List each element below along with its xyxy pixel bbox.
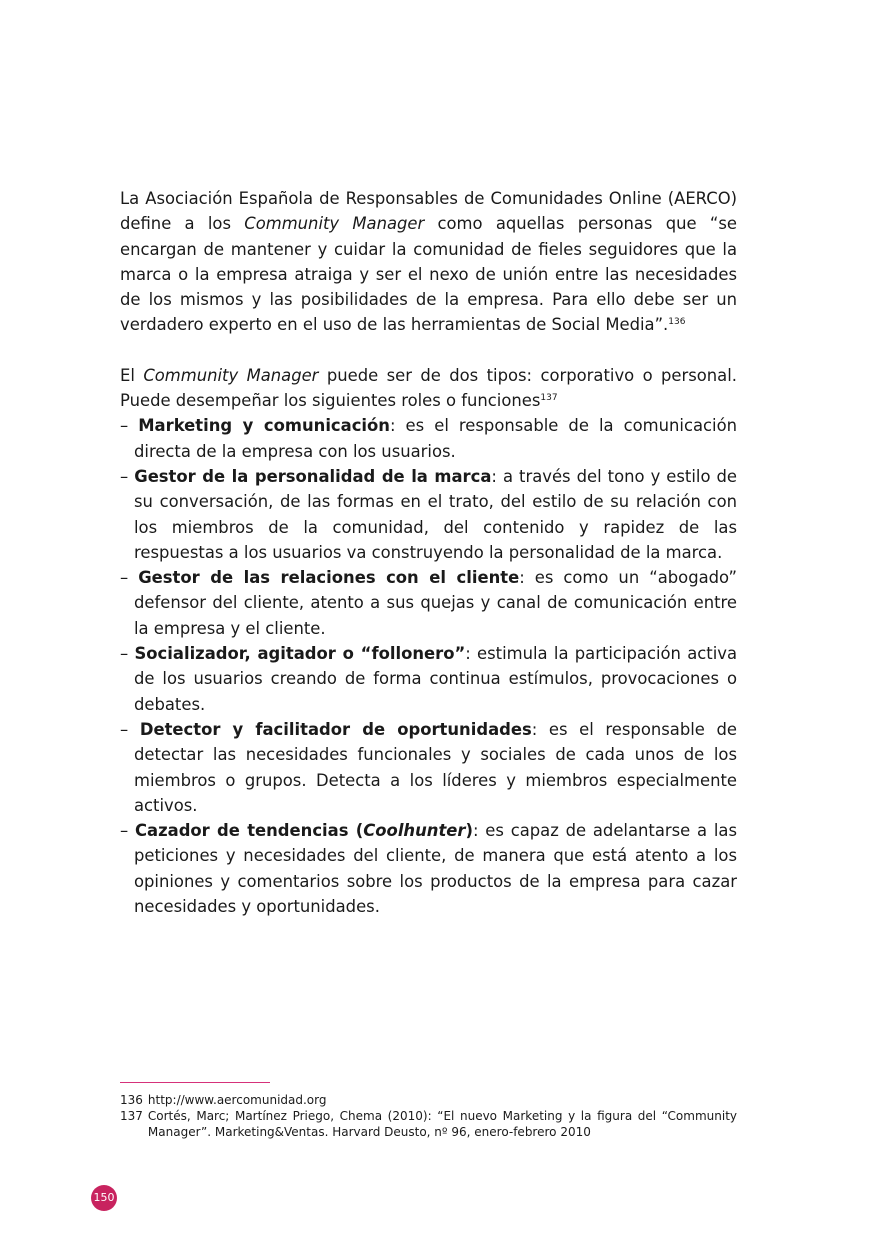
paragraph-text: como aquellas personas que “se encargan de mantener y cuidar la comunidad de fieles seguidores que la marca o la empresa atraiga y ser el nexo de unión entre las necesidades de los mismos y las posibilidades de la empresa. Para ello debe ser un verdadero experto en el uso de las herramientas de Social Media”. — [120, 214, 737, 335]
footnote-reference: 137 — [540, 393, 558, 404]
role-description: : es como un “abogado” defensor del cliente, atento a sus quejas y canal de comunicación entre la empresa y el cliente. — [134, 568, 737, 638]
role-item — [120, 413, 737, 464]
footnote-number: 137 — [120, 1109, 143, 1123]
footnote-reference: 136 — [668, 317, 686, 328]
role-title: Gestor de las relaciones con el cliente — [138, 568, 520, 588]
list-dash: – — [120, 568, 139, 588]
list-dash: – — [120, 719, 140, 739]
paragraph-italic-term: Community Manager — [244, 214, 425, 234]
role-item — [120, 717, 737, 818]
list-dash: – — [120, 416, 139, 436]
role-title: Marketing y comunicación — [138, 416, 390, 436]
footnote-text: http://www.aercomunidad.org — [147, 1093, 327, 1107]
intro-paragraph — [120, 186, 737, 338]
role-item — [120, 818, 737, 919]
role-item — [120, 565, 737, 641]
body-text — [120, 186, 737, 919]
role-title-text: Cazador de tendencias ( — [135, 821, 364, 841]
page-number-badge: 150 — [91, 1185, 117, 1211]
role-item — [120, 464, 737, 565]
role-title: Gestor de la personalidad de la marca — [134, 466, 492, 486]
footnote — [120, 1092, 737, 1108]
list-dash: – — [120, 644, 135, 664]
role-item — [120, 641, 737, 717]
footnotes — [120, 1092, 737, 1140]
role-description: : es capaz de adelantarse a las peticiones y necesidades del cliente, de manera que está atento a los opiniones y comentarios sobre los productos de la empresa para cazar necesidades y oportunidades. — [134, 821, 738, 917]
list-dash: – — [120, 466, 135, 486]
list-dash: – — [120, 821, 135, 841]
paragraph-italic-term: Community Manager — [143, 365, 319, 385]
role-description: : es el responsable de detectar las necesidades funcionales y sociales de cada unos de los miembros o grupos. Detecta a los líderes y miembros especialmente activos. — [134, 719, 737, 815]
role-description: : a través del tono y estilo de su conversación, de las formas en el trato, del estilo de su relación con los miembros de la comunidad, del contenido y rapidez de las respuestas a los usuarios va construyendo la personalidad de la marca. — [134, 466, 738, 562]
role-title: Socializador, agitador o “follonero” — [134, 644, 466, 664]
footnote-number: 136 — [120, 1093, 143, 1107]
paragraph-text: La Asociación Española de Responsables de Comunidades Online (AERCO) define a los — [120, 189, 737, 234]
roles-list — [120, 413, 737, 919]
role-description: : es el responsable de la comunicación directa de la empresa con los usuarios. — [134, 416, 737, 461]
role-title-italic: Coolhunter — [363, 821, 466, 841]
footnote-divider — [120, 1082, 270, 1083]
role-title — [135, 821, 473, 840]
paragraph-text: El — [120, 365, 144, 385]
paragraph-text: puede ser de dos tipos: corporativo o personal. Puede desempeñar los siguientes roles o funciones — [120, 365, 737, 411]
roles-intro-paragraph — [120, 363, 737, 414]
footnote-text: Cortés, Marc; Martínez Priego, Chema (2010): “El nuevo Marketing y la figura del “Community Manager”. Marketing&Ventas. Harvard Deusto, nº 96, enero-febrero 2010 — [147, 1109, 737, 1139]
role-title-text: ) — [465, 821, 473, 841]
footnote — [120, 1108, 737, 1140]
role-title: Detector y facilitador de oportunidades — [139, 719, 532, 739]
role-description: : estimula la participación activa de los usuarios creando de forma continua estímulos, provocaciones o debates. — [134, 644, 737, 714]
